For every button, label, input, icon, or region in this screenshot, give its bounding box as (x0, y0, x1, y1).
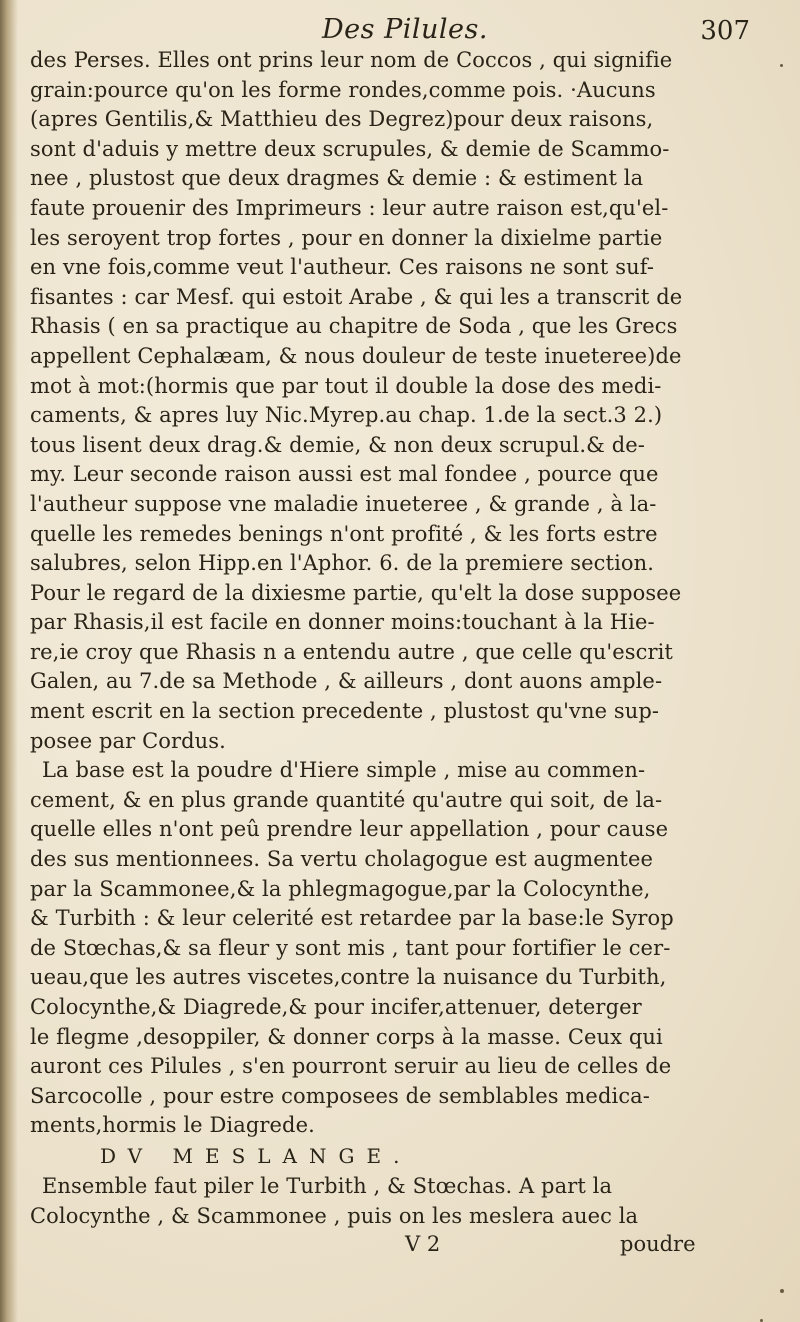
catchword: poudre (620, 1232, 696, 1257)
text-line: grain:pource qu'on les forme rondes,comme pois. ·Aucuns (30, 77, 656, 102)
text-line: Colocynthe,& Diagrede,& pour incifer,attenuer, deterger (30, 995, 642, 1019)
text-line: ments,hormis le Diagrede. (30, 1113, 315, 1138)
text-line: mot à mot:(hormis que par tout il double la dose des medi- (30, 373, 662, 398)
text-line: (apres Gentilis,& Matthieu des Degrez)pour deux raisons, (30, 107, 654, 132)
paragraph-2 (30, 756, 770, 1141)
text-line: caments, & apres luy Nic.Myrep.au chap. 1.de la sect.3 2.) (30, 403, 663, 428)
paper-speck (780, 64, 783, 67)
text-line: des sus mentionnees. Sa vertu cholagogue est augmentee (30, 847, 654, 872)
text-line: nee , plustost que deux dragmes & demie : & estiment la (30, 166, 644, 191)
text-line: salubres, selon Hipp.en l'Aphor. 6. de la premiere section. (30, 551, 655, 576)
text-line: de Stœchas,& sa fleur y sont mis , tant pour fortifier le cer- (30, 935, 671, 960)
paragraph-1 (30, 46, 770, 756)
text-line: fisantes : car Mesf. qui estoit Arabe , & qui les a transcrit de (30, 284, 683, 309)
text-line: Galen, au 7.de sa Methode , & ailleurs , dont auons ample- (30, 669, 663, 694)
text-line: La base est la poudre d'Hiere simple , mise au commen- (42, 758, 646, 783)
text-line: sont d'aduis y mettre deux scrupules, & demie de Scammo- (30, 136, 670, 161)
text-line: ueau,que les autres viscetes,contre la nuisance du Turbith, (30, 965, 667, 990)
text-block (30, 46, 770, 1257)
paragraph-3 (30, 1172, 770, 1231)
text-line: Ensemble faut piler le Turbith , & Stœchas. A part la (42, 1173, 613, 1198)
text-line: my. Leur seconde raison aussi est mal fondee , pource que (30, 462, 659, 487)
text-line: par la Scammonee,& la phlegmagogue,par la Colocynthe, (30, 876, 651, 901)
text-line: le flegme ,desoppiler, & donner corps à la masse. Ceux qui (30, 1024, 663, 1049)
text-line: Pour le regard de la dixiesme partie, qu'elt la dose supposee (30, 580, 682, 605)
text-line: Sarcocolle , pour estre composees de semblables medica- (30, 1083, 650, 1108)
text-line: posee par Cordus. (30, 728, 226, 753)
text-line: en vne fois,comme veut l'autheur. Ces raisons ne sont suf- (30, 255, 655, 280)
running-head (20, 14, 790, 50)
text-line: tous lisent deux drag.& demie, & non deux scrupul.& de- (30, 432, 645, 457)
text-line: les seroyent trop fortes , pour en donner la dixielme partie (30, 225, 663, 250)
paper-speck (780, 1289, 784, 1293)
text-line: quelle elles n'ont peû prendre leur appellation , pour cause (30, 817, 669, 842)
text-line: faute prouenir des Imprimeurs : leur autre raison est,qu'el- (30, 195, 669, 220)
gutter-shadow (0, 0, 18, 1322)
book-page (20, 14, 790, 1314)
text-line: & Turbith : & leur celerité est retardee par la base:le Syrop (30, 906, 674, 931)
text-line: cement, & en plus grande quantité qu'autre qui soit, de la- (30, 787, 663, 812)
text-line: appellent Cephalæam, & nous douleur de teste inueteree)de (30, 343, 682, 368)
text-line: Rhasis ( en sa practique au chapitre de Soda , que les Grecs (30, 314, 678, 339)
text-line: re,ie croy que Rhasis n a entendu autre , que celle qu'escrit (30, 639, 673, 664)
text-line: des Perses. Elles ont prins leur nom de Coccos , qui signifie (30, 48, 673, 72)
text-line: ment escrit en la section precedente , plustost qu'vne sup- (30, 699, 660, 724)
text-line: Colocynthe , & Scammonee , puis on les meslera auec la (30, 1203, 639, 1228)
text-line: auront ces Pilules , s'en pourront seruir au lieu de celles de (30, 1054, 672, 1079)
page-number: 307 (700, 16, 750, 46)
signature-mark: V 2 (405, 1232, 441, 1257)
running-title: Des Pilules. (322, 14, 488, 45)
section-heading: DV MESLANGE. (100, 1143, 412, 1168)
text-line: l'autheur suppose vne maladie inueteree , & grande , à la- (30, 491, 657, 516)
text-line: quelle les remedes benings n'ont profité , & les forts estre (30, 521, 658, 546)
text-line: par Rhasis,il est facile en donner moins:touchant à la Hie- (30, 610, 655, 635)
page-footer (30, 1231, 770, 1257)
